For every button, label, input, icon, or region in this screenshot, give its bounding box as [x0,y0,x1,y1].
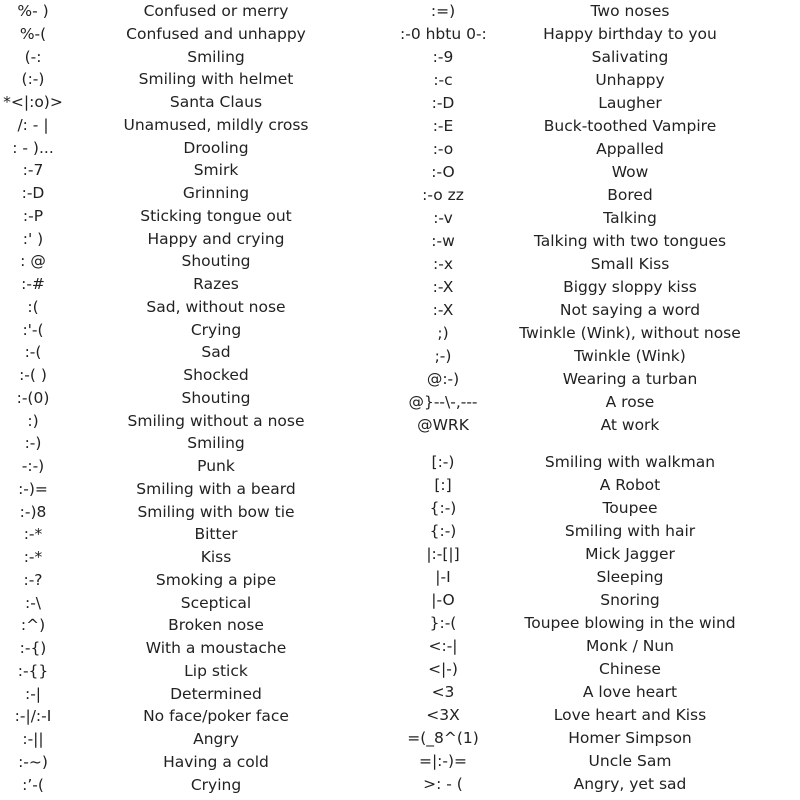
emoticon-row [0,0,400,23]
emoticon-code: :-* [23,548,43,566]
emoticon-meaning: Crying [190,776,242,794]
emoticon-meaning: Angry [193,730,239,748]
emoticon-code: :-)8 [19,503,47,521]
emoticon-meaning: At work [600,416,660,434]
emoticon-code: :-x [433,255,453,273]
emoticon-row [400,161,800,184]
emoticon-meaning: Razes [193,275,239,293]
emoticon-meaning: Smiling with hair [564,522,696,540]
emoticon-code: @:-) [426,370,460,388]
emoticon-meaning: Shouting [181,252,251,270]
emoticon-meaning: Talking [603,209,657,227]
emoticon-code: |-I [435,568,451,586]
emoticon-code: :-( [24,343,42,361]
emoticon-meaning: Appalled [596,140,664,158]
emoticon-row [0,751,400,774]
emoticon-code: /: - | [17,116,49,134]
emoticon-code: :^) [20,616,46,634]
emoticon-code: :-{} [17,662,49,680]
emoticon-meaning: Crying [190,321,242,339]
emoticon-row [0,364,400,387]
emoticon-meaning: No face/poker face [143,707,289,725]
emoticon-meaning: Monk / Nun [586,637,674,655]
emoticon-row [0,705,400,728]
emoticon-code: :=) [430,2,456,20]
emoticon-code: =(_8^(1) [407,729,479,747]
emoticon-meaning: Lip stick [184,662,248,680]
emoticon-meaning: Kiss [200,548,232,566]
emoticon-row [0,296,400,319]
emoticon-meaning: Happy and crying [147,230,285,248]
emoticon-row [0,341,400,364]
emoticon-row [400,391,800,414]
emoticon-code: :' ) [22,230,44,248]
emoticon-row [0,478,400,501]
emoticon-meaning: Drooling [183,139,249,157]
emoticon-code: :-D [21,184,45,202]
emoticon-code: -:-) [21,457,45,475]
emoticon-row [400,589,800,612]
emoticon-meaning: Biggy sloppy kiss [563,278,697,296]
emoticon-row [0,614,400,637]
emoticon-row [400,414,800,437]
emoticon-code: :-E [432,117,454,135]
emoticon-row [400,253,800,276]
emoticon-code: {:-) [429,522,457,540]
emoticon-code: |-O [431,591,455,609]
emoticon-meaning: Smiling with walkman [544,453,716,471]
emoticon-meaning: Bored [607,186,653,204]
emoticon-meaning: Toupee blowing in the wind [524,614,736,632]
emoticon-row [400,69,800,92]
emoticon-meaning: Happy birthday to you [543,25,717,43]
emoticon-meaning: Confused or merry [143,2,289,20]
emoticon-row [400,497,800,520]
emoticon-row [0,683,400,706]
emoticon-meaning: Sleeping [596,568,664,586]
emoticon-meaning: Santa Claus [169,93,263,111]
emoticon-code: :’-( [22,776,44,794]
emoticon-row [400,681,800,704]
emoticon-row [400,543,800,566]
emoticon-row [400,115,800,138]
emoticon-code: %- ) [17,2,49,20]
emoticon-row [0,569,400,592]
emoticon-row [0,523,400,546]
emoticon-row [400,368,800,391]
emoticon-code: [:] [434,476,452,494]
emoticon-meaning: Broken nose [168,616,264,634]
emoticon-row [400,704,800,727]
emoticon-code: :) [27,412,39,430]
emoticon-meaning: Smirk [193,161,239,179]
emoticon-code: :-? [23,571,43,589]
emoticon-row [400,612,800,635]
emoticon-code: :-o zz [422,186,464,204]
emoticon-code: :-w [431,232,455,250]
emoticon-code: :-(0) [16,389,50,407]
emoticon-row [400,184,800,207]
emoticon-code: @WRK [417,416,469,434]
emoticon-meaning: Twinkle (Wink) [574,347,686,365]
emoticon-meaning: Homer Simpson [568,729,692,747]
emoticon-meaning: Unhappy [595,71,665,89]
emoticon-row [400,276,800,299]
emoticon-code: :-O [431,163,455,181]
emoticon-meaning: Salivating [591,48,669,66]
emoticon-meaning: Uncle Sam [588,752,672,770]
emoticon-code: :-X [432,278,454,296]
emoticon-meaning: Not saying a word [559,301,701,319]
emoticon-row [0,319,400,342]
emoticon-meaning: Wow [611,163,649,181]
emoticon-code: :-P [22,207,44,225]
emoticon-row [400,23,800,46]
emoticon-code: ;-) [434,347,452,365]
emoticon-meaning: Love heart and Kiss [553,706,707,724]
emoticon-code: <3 [431,683,455,701]
emoticon-meaning: Two noses [590,2,670,20]
emoticon-code: =|:-)= [418,752,468,770]
emoticon-row [0,114,400,137]
emoticon-row [400,138,800,161]
emoticon-code: : - )... [12,139,54,157]
emoticon-code: :-| [24,685,42,703]
emoticon-code: :-# [21,275,45,293]
emoticon-row [400,230,800,253]
emoticon-meaning: Mick Jagger [585,545,675,563]
emoticon-meaning: Having a cold [163,753,269,771]
emoticon-code: ;) [437,324,449,342]
emoticon-meaning: Grinning [182,184,250,202]
emoticon-code: :-{) [19,639,47,657]
emoticon-code: (:-) [21,70,45,88]
emoticon-row [0,432,400,455]
emoticon-row [0,91,400,114]
emoticon-meaning: Bitter [194,525,238,543]
emoticon-row [400,322,800,345]
emoticon-meaning: Smoking a pipe [155,571,277,589]
emoticon-code: @}--\-,--- [408,393,478,411]
emoticon-code: :-D [431,94,455,112]
emoticon-row [0,592,400,615]
emoticon-code: :-v [433,209,453,227]
emoticon-meaning: Shocked [183,366,249,384]
emoticon-code: [:-) [431,453,455,471]
emoticon-row [0,250,400,273]
emoticon-code: <:-| [428,637,458,655]
emoticon-meaning: Unamused, mildly cross [123,116,309,134]
emoticon-row [0,637,400,660]
emoticon-row [400,46,800,69]
emoticon-meaning: Wearing a turban [562,370,698,388]
emoticon-meaning: Small Kiss [590,255,670,273]
emoticon-meaning: Laugher [598,94,662,112]
emoticon-meaning: Shouting [181,389,251,407]
emoticon-meaning: Sticking tongue out [140,207,292,225]
emoticon-code: {:-) [429,499,457,517]
emoticon-code: :-9 [432,48,454,66]
emoticon-code: %-( [19,25,47,43]
emoticon-code: |:-[|] [426,545,460,563]
emoticon-meaning: Toupee [602,499,658,517]
emoticon-code: :-0 hbtu 0-: [400,25,487,43]
emoticon-meaning: Angry, yet sad [573,775,687,793]
emoticon-row [0,455,400,478]
emoticon-code: :-) [24,434,42,452]
emoticon-row [0,46,400,69]
emoticon-row [0,23,400,46]
emoticon-meaning: Sad, without nose [146,298,286,316]
emoticon-code: :-|| [22,730,44,748]
emoticon-meaning: A rose [605,393,655,411]
emoticon-meaning: With a moustache [145,639,287,657]
emoticon-row [0,159,400,182]
emoticon-code: }:-( [429,614,457,632]
emoticon-code: :( [27,298,39,316]
emoticon-row [400,635,800,658]
emoticon-meaning: Punk [197,457,235,475]
emoticon-code: : @ [20,252,46,270]
emoticon-meaning: Smiling without a nose [127,412,305,430]
emoticon-row [0,68,400,91]
emoticon-code: <|-) [428,660,458,678]
emoticon-code: :-c [433,71,453,89]
emoticon-meaning: Determined [170,685,262,703]
emoticon-code: :-o [432,140,454,158]
emoticon-row [400,299,800,322]
emoticon-row [400,451,800,474]
emoticon-code: :-( ) [19,366,47,384]
emoticon-code: :-\ [24,594,42,612]
emoticon-row [0,728,400,751]
emoticon-row [400,750,800,773]
emoticon-row [0,387,400,410]
emoticon-meaning: Talking with two tongues [533,232,727,250]
emoticon-code: *<|:o)> [3,93,63,111]
emoticon-row [400,566,800,589]
emoticon-meaning: Smiling [187,434,245,452]
emoticon-code: :-7 [22,161,44,179]
emoticon-meaning: Snoring [600,591,660,609]
emoticon-row [400,345,800,368]
emoticon-row [0,137,400,160]
emoticon-row [0,410,400,433]
emoticon-code: (-: [24,48,42,66]
emoticon-row [0,182,400,205]
emoticon-code: :-|/:-I [14,707,52,725]
emoticon-row [0,774,400,797]
emoticon-meaning: Smiling with helmet [138,70,294,88]
emoticon-row [0,205,400,228]
emoticon-meaning: Twinkle (Wink), without nose [519,324,741,342]
emoticon-row [400,0,800,23]
emoticon-row [0,501,400,524]
emoticon-row [400,658,800,681]
emoticon-meaning: Chinese [599,660,661,678]
emoticon-code: :'-( [22,321,44,339]
emoticon-code: :-X [432,301,454,319]
emoticon-code: :-~) [18,753,48,771]
emoticon-row [400,474,800,497]
emoticon-row [400,773,800,796]
emoticon-row [400,520,800,543]
emoticon-meaning: A Robot [599,476,661,494]
emoticon-meaning: Smiling [187,48,245,66]
emoticon-meaning: Buck-toothed Vampire [543,117,717,135]
emoticon-meaning: Sad [201,343,231,361]
emoticon-meaning: Confused and unhappy [126,25,306,43]
emoticon-row [0,228,400,251]
emoticon-code: <3X [426,706,460,724]
emoticon-row [400,727,800,750]
emoticon-row [0,273,400,296]
emoticon-meaning: A love heart [582,683,678,701]
emoticon-code: :-* [23,525,43,543]
emoticon-meaning: Smiling with a beard [136,480,296,498]
emoticon-meaning: Smiling with bow tie [137,503,295,521]
emoticon-row [400,92,800,115]
emoticon-code: >: - ( [423,775,463,793]
emoticon-code: :-)= [18,480,48,498]
emoticon-row [400,207,800,230]
emoticon-row [0,660,400,683]
emoticon-row [0,546,400,569]
emoticon-meaning: Sceptical [180,594,252,612]
